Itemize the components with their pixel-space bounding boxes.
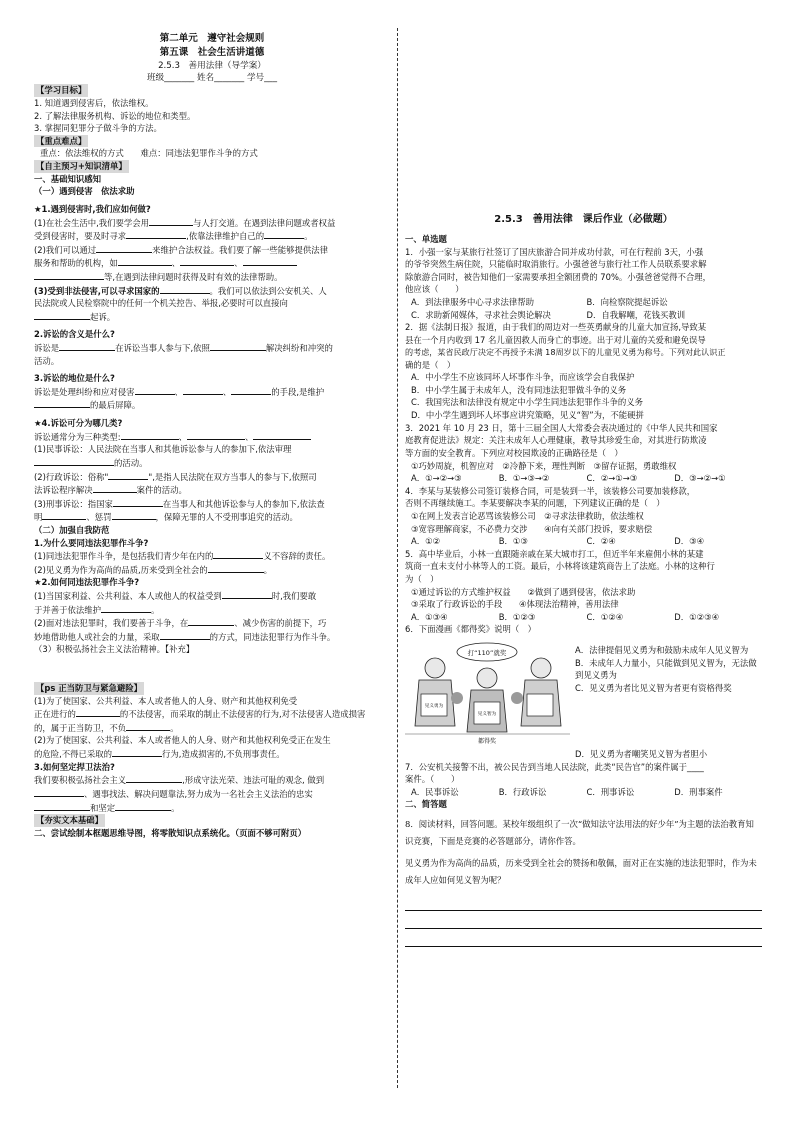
text: ,依靠法律维护自己的 bbox=[186, 231, 265, 242]
text: (2)行政诉讼：俗称" bbox=[34, 471, 109, 482]
fill-blank[interactable] bbox=[180, 256, 234, 266]
text: 、遇事找法、解决问题靠法,努力成为一名社会主义法治的忠实 bbox=[84, 788, 313, 799]
text: 。我们可以依法到公安机关、人 bbox=[209, 285, 327, 296]
text: 的手段,是维护 bbox=[271, 386, 325, 397]
fill-blank[interactable] bbox=[208, 563, 264, 573]
question-text: 8．阅读材料，回答问题。某校年级组织了一次“做知法守法用法的好少年”为主题的法治教育知识竞赛，下面是竞赛的必答题部分，请你作答。 bbox=[405, 819, 754, 846]
unit-title: 第二单元 遵守社会规则 bbox=[159, 33, 265, 44]
option-d[interactable]: D．中小学生遇到坏人坏事应讲究策略，见义“智”为，不能硬拼 bbox=[411, 410, 644, 421]
statement-list: ①在网上发表言论恶骂该装修公司 ②寻求法律救助，依法维权 bbox=[411, 510, 644, 521]
text: (1)民事诉讼：人民法院在当事人和其他诉讼参与人的参加下,依法审理 bbox=[34, 444, 292, 455]
option-a[interactable]: A．法律提倡见义勇为和鼓励未成年人见义智为 bbox=[575, 645, 749, 656]
fill-blank[interactable] bbox=[113, 497, 163, 507]
option-d[interactable]: D．③④ bbox=[674, 536, 705, 547]
text: 明 bbox=[34, 512, 43, 523]
text: 的，属于正当防卫，不负 bbox=[34, 722, 127, 733]
fill-blank[interactable] bbox=[135, 385, 175, 395]
text: 、减少伤害的前提下，巧 bbox=[234, 618, 327, 629]
text: 活动。 bbox=[34, 355, 60, 366]
student-info: 班级_______ 姓名_______ 学号___ bbox=[146, 72, 278, 83]
keys-text: 重点：依法维权的方式 难点：同违法犯罪作斗争的方式 bbox=[40, 148, 258, 159]
text: ",是指人民法院在双方当事人的参与下,依照司 bbox=[148, 471, 317, 482]
question-text: 庭教育促进法》规定：关注未成年人心理健康，教导其珍爱生命，对其进行防欺凌 bbox=[405, 435, 707, 446]
text: 解决纠纷和冲突的 bbox=[265, 343, 333, 354]
fill-blank[interactable] bbox=[149, 216, 193, 226]
text: 。 bbox=[171, 802, 180, 813]
column-divider bbox=[397, 28, 398, 1088]
option-b[interactable]: B．未成年人力量小，只能做到见义智为，无法做到见义勇为 bbox=[575, 657, 757, 681]
option-c[interactable]: C．求助新闻媒体，寻求社会舆论解决 bbox=[411, 309, 551, 320]
text: 的危险,不得已采取的 bbox=[34, 749, 113, 760]
option-b[interactable]: B．①③ bbox=[498, 536, 528, 547]
text: 诉讼通常分为三种类型: bbox=[34, 431, 121, 442]
goals-heading: 【学习目标】 bbox=[36, 85, 87, 96]
fill-blank[interactable] bbox=[34, 398, 90, 408]
question-heading: ★2.如何同违法犯罪作斗争? bbox=[34, 577, 140, 588]
question-text: 等方面的安全教育。下列应对校园欺凌的正确路径是（ ） bbox=[405, 447, 623, 458]
self-study-heading: 【自主预习+知识清单】 bbox=[36, 161, 127, 172]
fill-blank[interactable] bbox=[160, 630, 210, 640]
text: 的最后屏障。 bbox=[90, 400, 141, 411]
fill-blank[interactable] bbox=[96, 243, 152, 253]
text: (2)面对违法犯罪时，我们要善于斗争，在 bbox=[34, 618, 189, 629]
fill-blank[interactable] bbox=[187, 430, 245, 440]
answer-line[interactable] bbox=[405, 911, 762, 929]
option-a[interactable]: A．①② bbox=[411, 536, 441, 547]
consolidate-heading: 【夯实文本基础】 bbox=[36, 815, 103, 826]
option-b[interactable]: B．①②③ bbox=[498, 611, 536, 622]
text: (2)见义勇为作为高尚的品质,历来受到全社会的 bbox=[34, 564, 208, 575]
question-text: 1．小强一家与某旅行社签订了国庆旅游合同并成功付款，可在行程前 3天，小强 bbox=[405, 246, 704, 257]
fill-blank[interactable] bbox=[118, 256, 172, 266]
flower-bouquet bbox=[511, 692, 523, 704]
fill-blank[interactable] bbox=[160, 284, 210, 294]
option-b[interactable]: B．向检察院提起诉讼 bbox=[586, 297, 668, 308]
goal-item: 1. 知道遇到侵害后，依法维权。 bbox=[34, 98, 154, 109]
option-c[interactable]: C．②→①→③ bbox=[586, 473, 638, 484]
option-d[interactable]: D．见义勇为者嘲笑见义智为者胆小 bbox=[575, 749, 708, 760]
fill-blank[interactable] bbox=[112, 747, 162, 757]
option-a[interactable]: A．①③④ bbox=[411, 611, 448, 622]
cartoon-block bbox=[405, 638, 762, 746]
fill-blank[interactable] bbox=[222, 589, 272, 599]
text: （3）积极弘扬社会主义法治精神。【补充】 bbox=[34, 644, 195, 655]
fill-blank[interactable] bbox=[188, 616, 234, 626]
cartoon-illustration bbox=[405, 638, 570, 746]
fill-blank[interactable] bbox=[126, 229, 186, 239]
mindmap-instruction: 二、尝试绘制本框题思维导图，将零散知识点系统化。（页面不够可附页） bbox=[34, 827, 307, 838]
cartoon-options bbox=[575, 644, 762, 694]
fill-blank[interactable] bbox=[121, 430, 179, 440]
question-text: 案件。（ ） bbox=[405, 774, 460, 785]
option-c[interactable]: C．见义勇为者比见义智为者更有资格得奖 bbox=[575, 682, 732, 693]
text: 我们要积极弘扬社会主义 bbox=[34, 775, 127, 786]
question-text: 除旅游合同时，被告知他们一家需要承担全额团费的 70%。小强爸爸觉得不合理， bbox=[405, 271, 712, 282]
text: 。 bbox=[304, 231, 313, 242]
option-d[interactable]: D．刑事案件 bbox=[674, 786, 723, 797]
text: 民法院或人民检察院中的任何一个机关控告、举报,必要时可以直接向 bbox=[34, 298, 288, 309]
question-text: 3．2021 年 10 月 23 日，第十三届全国人大常委会表决通过的《中华人民共和国家 bbox=[405, 422, 718, 433]
option-b[interactable]: B．①→③→② bbox=[498, 473, 550, 484]
text: (1)同违法犯罪作斗争，是包括我们青少年在内的 bbox=[34, 551, 214, 562]
text: 。 bbox=[170, 722, 179, 733]
question-heading: ★1.遇到侵害时,我们应如何做? bbox=[34, 203, 151, 214]
part-heading: 一、单选题 bbox=[405, 234, 447, 244]
fill-blank[interactable] bbox=[59, 341, 115, 351]
fill-blank[interactable] bbox=[76, 707, 120, 717]
question-text: 的爷爷突然生病住院，只能临时取消旅行。小强爸爸与旅行社工作人员联系要求解 bbox=[405, 259, 707, 270]
text: 的活动。 bbox=[114, 457, 148, 468]
basic-heading: 一、基础知识感知 bbox=[34, 173, 101, 184]
award-label-left: 见义勇为 bbox=[424, 704, 444, 710]
text: 行为,造成损害的,不负刑事责任。 bbox=[162, 749, 285, 760]
fill-blank[interactable] bbox=[253, 430, 311, 440]
fill-blank[interactable] bbox=[34, 310, 90, 320]
question-heading: 3.如何坚定捍卫法治? bbox=[34, 761, 115, 772]
question-text: 4．李某与某装修公司签订装修合同，可是装到一半，该装修公司要加装修款， bbox=[405, 485, 696, 496]
fill-blank[interactable] bbox=[183, 385, 223, 395]
person-head-left bbox=[425, 658, 445, 678]
statement-list: ①通过诉讼的方式维护权益 ②做到了遇到侵害，依法求助 bbox=[411, 586, 636, 597]
question-text: 县在一个月内收到 17 名儿童因救人而身亡的事迹。出于对儿童的关爱和避免误导 bbox=[405, 334, 706, 345]
text: (1)在社会生活中,我们要学会用 bbox=[34, 217, 150, 228]
guide-column: 第二单元 遵守社会规则 第五课 社会生活讲道德 2.5.3 善用法律（导学案） 班级_______ 姓名_______ 学号___ 【学习目标】 1. 知道遇到侵害后，依法维权。 2. 了解法律服务机构、诉讼的地位和类型。 3. 掌握同犯罪分子做斗争的方法。 【重点难点】 重点：依法维权的方式 难点：同违法犯罪作斗争的方式 【自主预习+知识清单】 一、基础知识感知 （一）遇到侵害 依法求助 ★1.遇到侵害时,我们应如何做? (1)在社会生活中,我们要学会用 与人打交道。在遇到法律问题或者权益 受到侵害时，要及时寻求 ,依靠法律维护自己的 。 (2)我们可以通过 来维护合法权益。我们要了解一些能够提供法律 服务和帮助的机构，如 、 、 等,在遇到法律问题时获得及时有效的法律帮助。 (3)受到非法侵害,可以寻求国家的 。我们可以依法到公安机关、人 民法院或人民检察院中的任何一个机关控告、举报,必要时可以直接向 起诉。 2.诉讼的含义是什么? 诉讼是 在诉讼当事人参与下,依照 解决纠纷和冲突的 活动。 3.诉讼的地位是什么? 诉讼是处理纠纷和应对侵害 、 、 的手段,是维护 的最后屏障。 ★4.诉讼可分为哪几类? 诉讼通常分为三种类型: 、 、 (1)民事诉讼：人民法院在当事人和其他诉讼参与人的参加下,依法审理 的活动。 (2)行政诉讼：俗称" ",是指人民法院在双方当事人的参与下,依照司 法诉讼程序解决 案件的活动。 (3)刑事诉讼：指国家 在当事人和其他诉讼参与人的参加下,依法查 明 、惩罚 ，保障无罪的人不受刑事追究的活动。 （二）加强自我防范 1.为什么要同违法犯罪作斗争? (1)同违法犯罪作斗争，是包括我们青少年在内的 义不容辞的责任。 (2)见义勇为作为高尚的品质,历来受到全社会的 。 ★2.如何同违法犯罪作斗争? (1)当国家利益、公共利益、本人或他人的权益受到 时,我们要敢 于并善于依法维护 。 (2)面对违法犯罪时，我们要善于斗争，在 、减少伤害的前提下，巧 妙地借助他人或社会的力量，采取 的方式，同违法犯罪行为作斗争。 （3）积极弘扬社会主义法治精神。【补充】 【ps 正当防卫与紧急避险】 (1)为了使国家、公共利益、本人或者他人的人身、财产和其他权利免受 正在进行的 的不法侵害，而采取的制止不法侵害的行为,对不法侵害人造成损害 的，属于正当防卫，不负 。 (2)为了使国家、公共利益、本人或者他人的人身、财产和其他权利免受正在发生 的危险,不得已采取的 行为,造成损害的,不负刑事责任。 3.如何坚定捍卫法治? 我们要积极弘扬社会主义 ,形成守法光荣、违法可耻的观念, 做到 、遇事找法、解决问题靠法,努力成为一名社会主义法治的忠实 和坚定 。 【夯实文本基础】 二、尝试绘制本框题思维导图，将零散知识点系统化。（页面不够可附页） bbox=[34, 32, 390, 839]
text: 等,在遇到法律问题时获得及时有效的法律帮助。 bbox=[104, 271, 283, 282]
flower-bouquet bbox=[451, 692, 463, 704]
statement-list: ①巧妙周旋，机智应对 ②冷静下来，理性判断 ③留存证据，勇敢维权 bbox=[411, 460, 677, 471]
fill-blank[interactable] bbox=[101, 603, 151, 613]
text: (3)刑事诉讼：指国家 bbox=[34, 498, 113, 509]
fill-blank[interactable] bbox=[93, 483, 137, 493]
lesson-title: 第五课 社会生活讲道德 bbox=[159, 46, 265, 58]
question-text: 否则不再继续施工。李某要解决李某的问题，下列建议正确的是（ ） bbox=[405, 498, 665, 509]
text: 法诉讼程序解决 bbox=[34, 485, 93, 496]
text: 的不法侵害，而采取的制止不法侵害的行为,对不法侵害人造成损害 bbox=[119, 709, 366, 720]
question-text: 5．高中毕业后，小林一直跟随亲戚在某大城市打工，但近半年来雇佣小林的某建 bbox=[405, 548, 704, 559]
text: 于并善于依法维护 bbox=[34, 604, 101, 615]
homework-title: 2.5.3 善用法律 课后作业（必做题） bbox=[494, 214, 673, 225]
option-c[interactable]: C．刑事诉讼 bbox=[586, 786, 635, 797]
text: 在诉讼当事人参与下,依照 bbox=[115, 343, 210, 354]
part-heading: 二、简答题 bbox=[405, 799, 447, 810]
question-text: 他应该（ ） bbox=[405, 284, 464, 295]
fill-blank[interactable] bbox=[126, 721, 170, 731]
text: 起诉。 bbox=[90, 311, 116, 322]
fill-blank[interactable] bbox=[231, 385, 271, 395]
question-text: 的考虑，某省民政厅决定不再授予未满 18周岁以下的儿童见义勇为称号。下列对此认识正 bbox=[405, 347, 726, 358]
question-text: 确的是（ ） bbox=[405, 359, 456, 370]
fill-blank[interactable] bbox=[34, 787, 84, 797]
text: (1)为了使国家、公共利益、本人或者他人的人身、财产和其他权利免受 bbox=[34, 695, 298, 706]
text: 受到侵害时，要及时寻求 bbox=[34, 231, 127, 242]
text: 。 bbox=[151, 604, 160, 615]
question-text: 7．公安机关接警不出，被公民告到当地人民法院，此类“民告官”的案件属于____ bbox=[405, 761, 704, 772]
ps-heading: 【ps 正当防卫与紧急避险】 bbox=[36, 683, 143, 694]
fill-blank[interactable] bbox=[115, 801, 171, 811]
question-heading: 3.诉讼的地位是什么? bbox=[34, 373, 115, 384]
subsection-heading: （一）遇到侵害 依法求助 bbox=[34, 186, 135, 197]
text: 义不容辞的责任。 bbox=[263, 551, 331, 562]
fill-blank[interactable] bbox=[264, 229, 304, 239]
question-text: 2．据《法制日报》报道，由于我们的周边对一些英勇献身的儿童大加宣扬,导致某 bbox=[405, 322, 707, 333]
cartoon-caption: 都得奖 bbox=[477, 738, 497, 746]
fill-blank[interactable] bbox=[210, 341, 266, 351]
option-a[interactable]: A．到法律服务中心寻求法律帮助 bbox=[411, 297, 534, 308]
person-head-middle bbox=[477, 668, 497, 688]
fill-blank[interactable] bbox=[108, 470, 148, 480]
text: (1)当国家利益、公共利益、本人或他人的权益受到 bbox=[34, 590, 222, 601]
fill-blank[interactable] bbox=[126, 773, 182, 783]
option-c[interactable]: C．我国宪法和法律没有规定中小学生同违法犯罪作斗争的义务 bbox=[411, 397, 643, 408]
text: 妙地借助他人或社会的力量，采取 bbox=[34, 631, 160, 642]
fill-blank[interactable] bbox=[34, 270, 104, 280]
text: 、惩罚 bbox=[86, 512, 112, 523]
text: 诉讼是 bbox=[34, 343, 60, 354]
option-d[interactable]: D．自我解嘲，花钱买教训 bbox=[586, 309, 686, 320]
fill-blank[interactable] bbox=[243, 256, 297, 266]
option-b[interactable]: B．中小学生属于未成年人，没有同违法犯罪做斗争的义务 bbox=[411, 384, 627, 395]
keys-heading: 【重点难点】 bbox=[36, 135, 87, 146]
fill-blank[interactable] bbox=[213, 549, 263, 559]
option-a[interactable]: A．①→②→③ bbox=[411, 473, 462, 484]
option-d[interactable]: D．③→②→① bbox=[674, 473, 726, 484]
text: 。 bbox=[263, 564, 273, 575]
award-label-middle: 见义智为 bbox=[477, 712, 497, 718]
sign-text: 打“110”就奖 bbox=[467, 649, 507, 658]
subsection-heading: （二）加强自我防范 bbox=[34, 524, 110, 535]
text: 与人打交道。在遇到法律问题或者权益 bbox=[193, 217, 336, 228]
option-c[interactable]: C．①②④ bbox=[586, 611, 624, 622]
text: 服务和帮助的机构，如 bbox=[34, 258, 118, 269]
option-d[interactable]: D．①②③④ bbox=[674, 611, 720, 622]
text: ,形成守法光荣、违法可耻的观念, 做到 bbox=[182, 775, 325, 786]
goal-item: 3. 掌握同犯罪分子做斗争的方法。 bbox=[34, 123, 162, 134]
person-head-right bbox=[531, 658, 551, 678]
option-a[interactable]: A．中小学生不应该同坏人坏事作斗争，而应该学会自我保护 bbox=[411, 372, 635, 383]
text: 正在进行的 bbox=[34, 709, 76, 720]
statement-list: ③宽容理解商家，不必费力交涉 ④向有关部门投诉，要求赔偿 bbox=[411, 523, 653, 534]
award-board-right bbox=[527, 694, 553, 716]
fill-blank[interactable] bbox=[42, 510, 86, 520]
question-text: 为（ ） bbox=[405, 573, 439, 584]
section-title: 2.5.3 善用法律（导学案） bbox=[158, 60, 266, 71]
text: 来维护合法权益。我们要了解一些能够提供法律 bbox=[152, 244, 328, 255]
question-text: 6．下面漫画《都得奖》说明（ ） bbox=[405, 624, 536, 635]
fill-blank[interactable] bbox=[112, 510, 156, 520]
fill-blank[interactable] bbox=[34, 456, 114, 466]
text: (3)受到非法侵害,可以寻求国家的 bbox=[34, 285, 160, 296]
homework-column bbox=[405, 32, 762, 947]
text: 在当事人和其他诉讼参与人的参加下,依法查 bbox=[162, 498, 325, 509]
option-a[interactable]: A．民事诉讼 bbox=[411, 786, 459, 797]
text: 的方式，同违法犯罪行为作斗争。 bbox=[209, 631, 336, 642]
text: 时,我们要敢 bbox=[271, 590, 317, 601]
text: 案件的活动。 bbox=[136, 485, 187, 496]
option-b[interactable]: B．行政诉讼 bbox=[498, 786, 547, 797]
question-heading: 1.为什么要同违法犯罪作斗争? bbox=[34, 537, 149, 548]
question-heading: 2.诉讼的含义是什么? bbox=[34, 329, 115, 340]
goal-item: 2. 了解法律服务机构、诉讼的地位和类型。 bbox=[34, 110, 196, 121]
text: ，保障无罪的人不受刑事追究的活动。 bbox=[155, 512, 298, 523]
fill-blank[interactable] bbox=[34, 801, 90, 811]
answer-line[interactable] bbox=[405, 929, 762, 947]
statement-list: ③采取了行政诉讼的手段 ④体现法治精神，善用法律 bbox=[411, 599, 619, 610]
question-heading: ★4.诉讼可分为哪几类? bbox=[34, 418, 123, 429]
text: (2)为了使国家、公共利益、本人或者他人的人身、财产和其他权利免受正在发生 bbox=[34, 735, 331, 746]
option-c[interactable]: C．②④ bbox=[586, 536, 616, 547]
text: (2)我们可以通过 bbox=[34, 244, 97, 255]
text: 和坚定 bbox=[90, 802, 116, 813]
question-text: 筑商一直未支付小林等人的工资。最后，小林将该建筑商告上了法庭。小林的这种行 bbox=[405, 561, 715, 572]
question-text: 见义勇为作为高尚的品质，历来受到全社会的赞扬和敬佩，面对正在实施的违法犯罪时，作为未成年人应如何见义智为呢？ bbox=[405, 857, 757, 885]
answer-line[interactable] bbox=[405, 893, 762, 911]
text: 诉讼是处理纠纷和应对侵害 bbox=[34, 386, 135, 397]
